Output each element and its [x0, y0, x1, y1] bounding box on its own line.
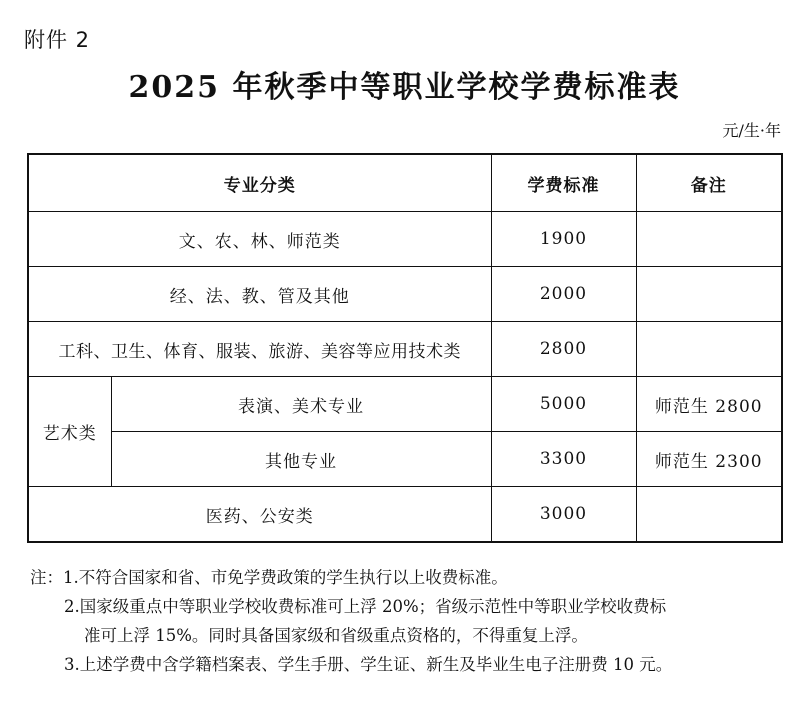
unit-label: 元/生·年	[722, 121, 781, 140]
row-remark: 师范生 2800	[636, 377, 782, 432]
row-remark	[636, 322, 782, 377]
row-fee: 5000	[491, 377, 636, 432]
row-category: 其他专业	[111, 432, 491, 487]
header-fee: 学费标准	[491, 154, 636, 212]
row-fee: 3300	[491, 432, 636, 487]
row-fee: 3000	[491, 487, 636, 543]
page-title: 2025 年秋季中等职业学校学费标准表	[128, 70, 681, 105]
note-item-2-continued: 准可上浮 15%。同时具备国家级和省级重点资格的，不得重复上浮。	[84, 626, 588, 645]
row-remark	[636, 487, 782, 543]
note-text: 1.不符合国家和省、市免学费政策的学生执行以上收费标准。	[63, 568, 508, 587]
row-fee: 2000	[491, 267, 636, 322]
notes-prefix: 注：	[30, 568, 63, 587]
table-row	[28, 377, 782, 432]
row-category: 工科、卫生、体育、服装、旅游、美容等应用技术类	[28, 322, 491, 377]
table-row	[28, 322, 782, 377]
table-row	[28, 212, 782, 267]
row-remark	[636, 267, 782, 322]
row-remark: 师范生 2300	[636, 432, 782, 487]
row-category: 文、农、林、师范类	[28, 212, 491, 267]
row-category: 经、法、教、管及其他	[28, 267, 491, 322]
row-category: 表演、美术专业	[111, 377, 491, 432]
note-item-3: 3.上述学费中含学籍档案表、学生手册、学生证、新生及毕业生电子注册费 10 元。	[64, 655, 673, 674]
table-row	[28, 432, 782, 487]
fee-table	[27, 153, 783, 543]
note-item-1	[30, 563, 790, 592]
art-group-label: 艺术类	[28, 377, 111, 487]
row-fee: 2800	[491, 322, 636, 377]
row-fee: 1900	[491, 212, 636, 267]
notes-section	[30, 563, 790, 679]
header-remark: 备注	[636, 154, 782, 212]
attachment-label: 附件 2	[24, 28, 91, 52]
row-remark	[636, 212, 782, 267]
table-row	[28, 267, 782, 322]
row-category: 医药、公安类	[28, 487, 491, 543]
note-item-2: 2.国家级重点中等职业学校收费标准可上浮 20%；省级示范性中等职业学校收费标	[64, 597, 667, 616]
table-header-row	[28, 154, 782, 212]
header-category: 专业分类	[28, 154, 491, 212]
table-row	[28, 487, 782, 543]
